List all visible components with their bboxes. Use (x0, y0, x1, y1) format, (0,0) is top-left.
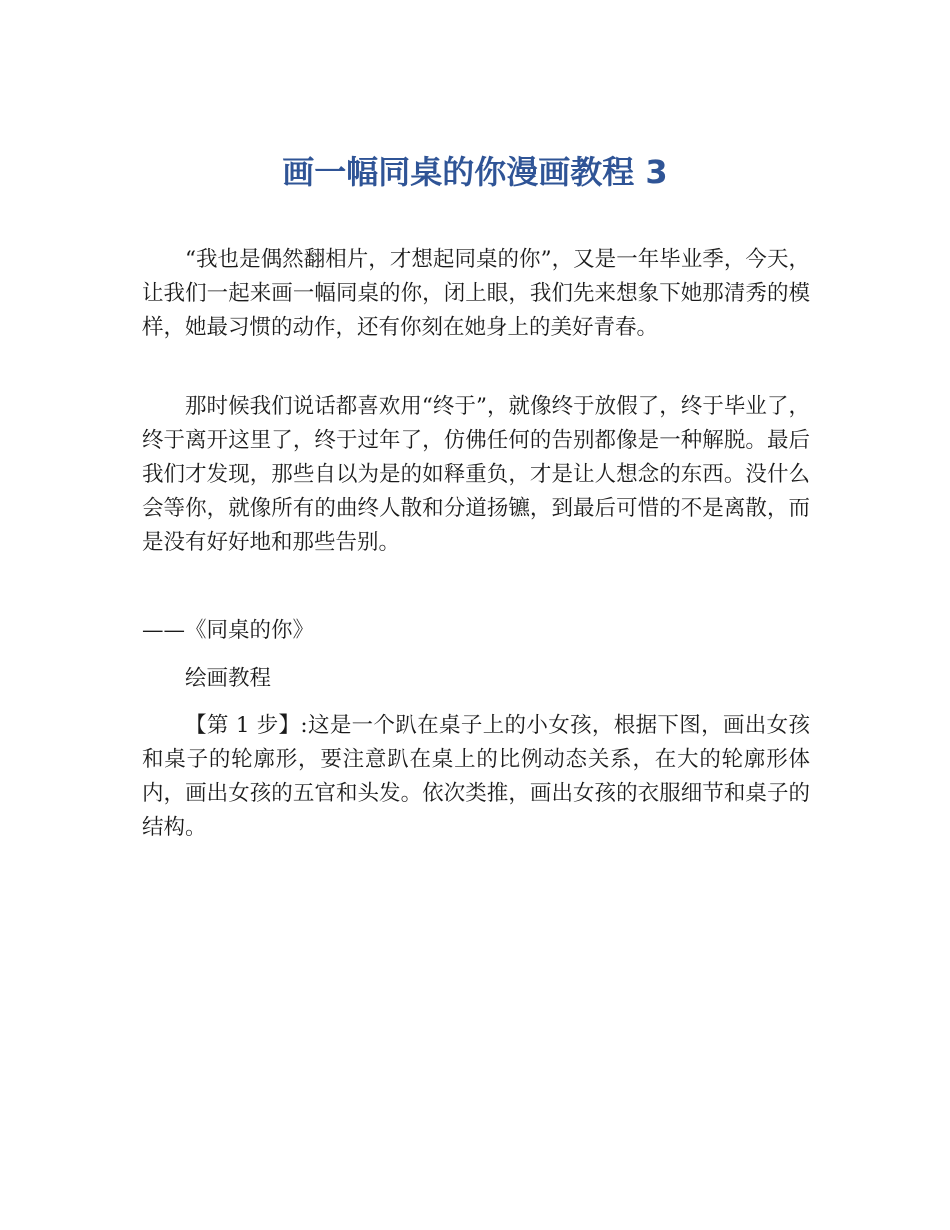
section-label: 绘画教程 (185, 666, 272, 691)
quote-source: ——《同桌的你》 (142, 618, 315, 643)
document-title: 画一幅同桌的你漫画教程 3 (282, 153, 668, 191)
step-1-paragraph: 【第 1 步】:这是一个趴在桌子上的小女孩，根据下图，画出女孩和桌子的轮廓形，要注意趴在桌上的比例动态关系，在大的轮廓形体内，画出女孩的五官和头发。依次类推，画出女孩的衣服细节和桌子的结构。 (142, 713, 810, 840)
memory-paragraph: 那时候我们说话都喜欢用“终于”，就像终于放假了，终于毕业了，终于离开这里了，终于过年了，仿佛任何的告别都像是一种解脱。最后我们才发现，那些自以为是的如释重负，才是让人想念的东西。没什么会等你，就像所有的曲终人散和分道扬镳，到最后可惜的不是离散，而是没有好好地和那些告别。 (142, 394, 810, 555)
intro-paragraph: “我也是偶然翻相片，才想起同桌的你”，又是一年毕业季，今天，让我们一起来画一幅同桌的你，闭上眼，我们先来想象下她那清秀的模样，她最习惯的动作，还有你刻在她身上的美好青春。 (142, 247, 810, 340)
